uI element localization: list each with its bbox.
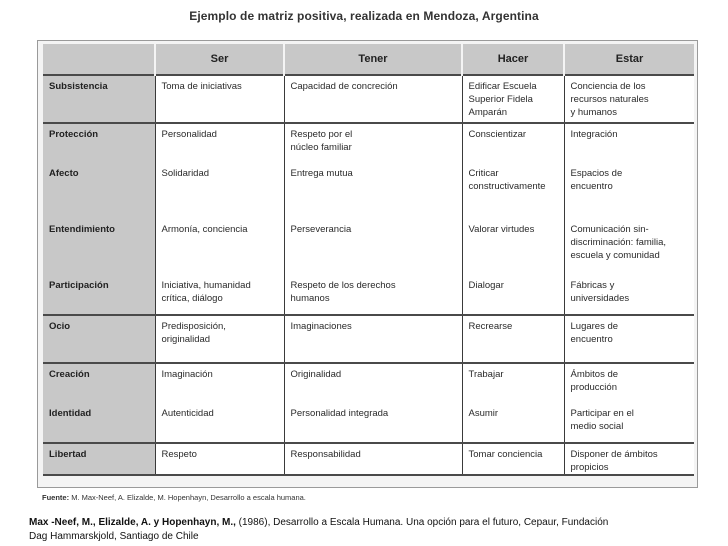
need-label: Participación [43,275,155,315]
satisfier-cell: Integración [564,123,694,163]
satisfier-cell: Valorar virtudes [462,219,564,275]
need-label: Creación [43,363,155,403]
source-note [42,493,306,502]
satisfier-cell: Fábricas y universidades [564,275,694,315]
satisfier-cell: Lugares de encuentro [564,315,694,363]
satisfier-cell: Capacidad de concreción [284,75,462,123]
satisfier-cell: Solidaridad [155,163,284,219]
satisfier-cell: Personalidad [155,123,284,163]
satisfier-cell: Respeto por el núcleo familiar [284,123,462,163]
satisfier-cell: Perseverancia [284,219,462,275]
satisfier-cell: Espacios de encuentro [564,163,694,219]
need-label: Libertad [43,443,155,475]
satisfier-cell: Iniciativa, humanidad crítica, diálogo [155,275,284,315]
citation [29,516,728,544]
need-label: Identidad [43,403,155,443]
column-header: Ser [155,44,284,75]
citation-details: (1986), Desarrollo a Escala Humana. Una opción para el futuro, Cepaur, Fundación [235,517,609,528]
source-label: Fuente: [42,493,70,502]
satisfier-cell: Asumir [462,403,564,443]
header-row [43,44,694,75]
satisfier-cell: Respeto de los derechos humanos [284,275,462,315]
satisfier-cell: Respeto [155,443,284,475]
satisfier-cell: Comunicación sin- discriminación: familia, escuela y comunidad [564,219,694,275]
satisfier-cell: Conscientizar [462,123,564,163]
satisfier-cell: Recrearse [462,315,564,363]
need-label: Protección [43,123,155,163]
satisfier-cell: Participar en el medio social [564,403,694,443]
matrix-row [43,363,694,403]
satisfier-cell: Ámbitos de producción [564,363,694,403]
source-text: M. Max-Neef, A. Elizalde, M. Hopenhayn, Desarrollo a escala humana. [71,493,306,502]
satisfier-cell: Trabajar [462,363,564,403]
satisfier-cell: Tomar conciencia [462,443,564,475]
satisfier-cell: Originalidad [284,363,462,403]
column-header: Hacer [462,44,564,75]
needs-matrix-table [43,44,694,476]
matrix-row [43,219,694,275]
satisfier-cell: Toma de iniciativas [155,75,284,123]
matrix-row [43,75,694,123]
matrix-row [43,315,694,363]
satisfier-cell: Armonía, conciencia [155,219,284,275]
header-corner [43,44,155,75]
need-label: Afecto [43,163,155,219]
need-label: Subsistencia [43,75,155,123]
satisfier-cell: Imaginación [155,363,284,403]
satisfier-cell: Edificar Escuela Superior Fidela Amparán [462,75,564,123]
matrix-row [43,163,694,219]
satisfier-cell: Conciencia de los recursos naturales y humanos [564,75,694,123]
satisfier-cell: Responsabilidad [284,443,462,475]
need-label: Ocio [43,315,155,363]
satisfier-cell: Personalidad integrada [284,403,462,443]
need-label: Entendimiento [43,219,155,275]
matrix-row [43,403,694,443]
citation-line-2: Dag Hammarskjold, Santiago de Chile [29,531,199,542]
column-header: Tener [284,44,462,75]
satisfier-cell: Dialogar [462,275,564,315]
citation-authors: Max -Neef, M., Elizalde, A. y Hopenhayn, M., [29,517,236,528]
satisfier-cell: Criticar constructivamente [462,163,564,219]
column-header: Estar [564,44,694,75]
matrix-row [43,123,694,163]
satisfier-cell: Imaginaciones [284,315,462,363]
satisfier-cell: Disponer de ámbitos propicios [564,443,694,475]
page-title: Ejemplo de matriz positiva, realizada en Mendoza, Argentina [189,9,539,23]
satisfier-cell: Predisposición, originalidad [155,315,284,363]
matrix-row [43,443,694,475]
satisfier-cell: Autenticidad [155,403,284,443]
matrix-row [43,275,694,315]
satisfier-cell: Entrega mutua [284,163,462,219]
